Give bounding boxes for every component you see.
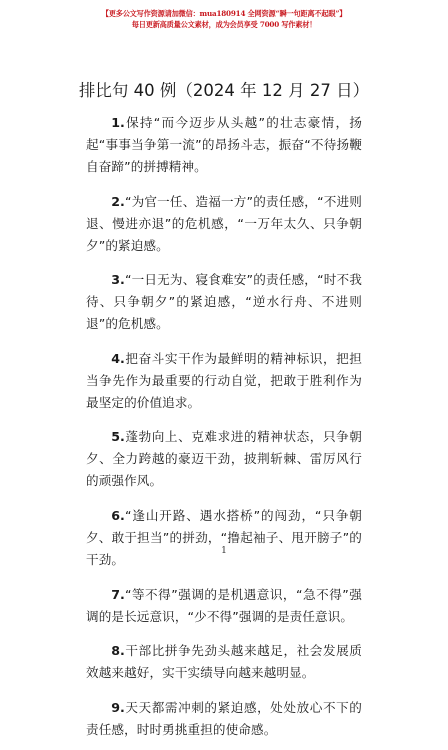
- item-text: “一日无为、寝食难安”的责任感，“时不我待、只争朝夕”的紧迫感，“逆水行舟、不进则退”的危机感。: [86, 272, 362, 332]
- list-item: [86, 348, 362, 414]
- item-text: “逢山开路、遇水搭桥”的闯劲，“只争朝夕、敢于担当”的拼劲，“撸起袖子、甩开膀子”的干劲。: [86, 507, 362, 567]
- item-text: 蓬勃向上、克难求进的精神状态，只争朝夕、全力跨越的豪迈干劲，披荆斩棘、雷厉风行的顽强作风。: [86, 429, 362, 489]
- page-number: 1: [221, 546, 227, 556]
- list-item: [86, 269, 362, 335]
- list-item: [86, 112, 362, 178]
- item-text: 干部比拼争先劲头越来越足，社会发展质效越来越好，实干实绩导向越来越明显。: [86, 643, 362, 681]
- item-number: 5.: [111, 429, 125, 445]
- item-number: 4.: [111, 350, 125, 366]
- item-text: 把奋斗实干作为最鲜明的精神标识，把担当争先作为最重要的行动自觉，把敢于胜利作为最坚定的价值追求。: [86, 350, 362, 410]
- list-item: [86, 697, 362, 741]
- page-title: 排比句 40 例（2024 年 12 月 27 日）: [78, 81, 370, 100]
- item-number: 8.: [111, 643, 125, 659]
- item-number: 7.: [111, 586, 125, 602]
- promo-banner: [0, 8, 448, 30]
- item-number: 9.: [111, 699, 125, 715]
- list-item: [86, 640, 362, 684]
- list-item: [86, 426, 362, 492]
- list-item: [86, 505, 362, 571]
- item-number: 2.: [111, 193, 125, 209]
- item-text: “为官一任、造福一方”的责任感，“不进则退、慢进亦退”的危机感，“一万年太久、只争朝夕”的紧迫感。: [86, 193, 362, 253]
- promo-banner-line-1: 【更多公文写作资源请加微信：mua180914 全网资源“瞬一句距离不起眼”】: [101, 9, 347, 18]
- list-item: [86, 191, 362, 257]
- item-number: 3.: [111, 272, 125, 288]
- list-item: [86, 584, 362, 628]
- item-text: 天天都需冲刺的紧迫感，处处放心不下的责任感，时时勇挑重担的使命感。: [86, 699, 362, 737]
- item-number: 1.: [111, 115, 125, 130]
- item-text: “等不得”强调的是机遇意识，“急不得”强调的是长远意识，“少不得”强调的是责任意识。: [86, 586, 362, 624]
- item-number: 6.: [111, 507, 125, 523]
- item-text: 保持“而今迈步从头越”的壮志豪情，扬起“事事当争第一流”的昂扬斗志，振奋“不待扬鞭自奋蹄”的拼搏精神。: [86, 115, 362, 174]
- sentence-list: [86, 112, 362, 750]
- promo-banner-line-2: 每日更新高质量公文素材，成为会员享受 7000 写作素材！: [131, 20, 317, 29]
